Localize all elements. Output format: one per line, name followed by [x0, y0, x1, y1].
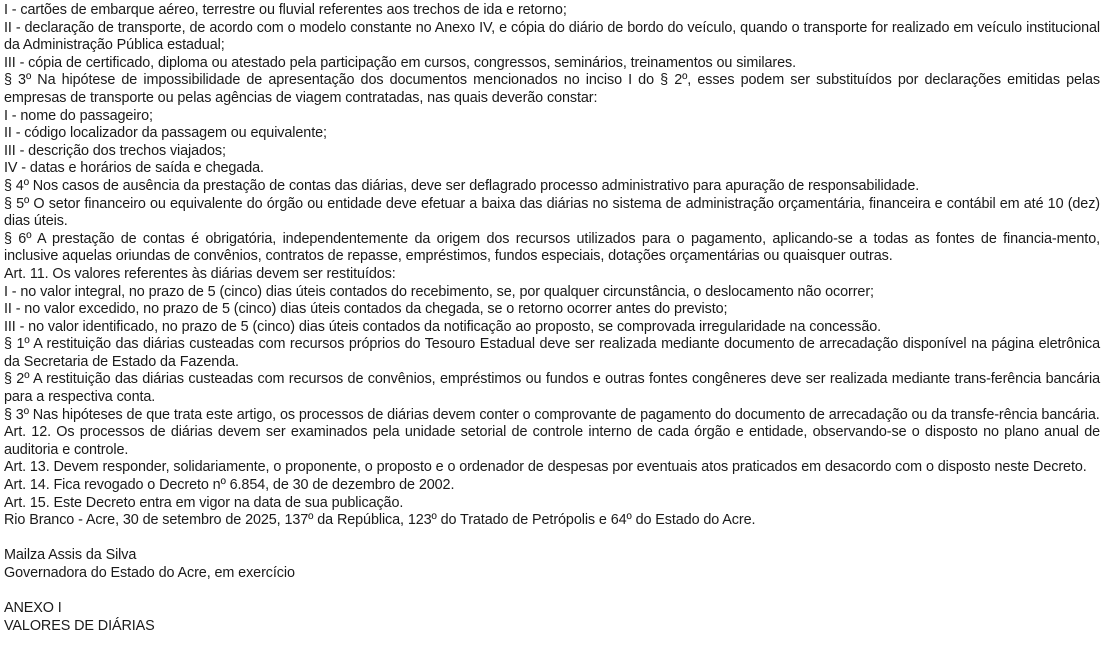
paragraph-place-date: Rio Branco - Acre, 30 de setembro de 2025, 137º da República, 123º do Tratado de Petrópolis e 64º do Estado do Acre.: [4, 512, 756, 529]
paragraph-inciso-iii-certificado: III - cópia de certificado, diploma ou atestado pela participação em cursos, congressos, seminários, treinamentos ou similares.: [4, 54, 796, 71]
paragraph-inciso-iii-trechos: III - descrição dos trechos viajados;: [4, 142, 226, 159]
paragraph-art-15: Art. 15. Este Decreto entra em vigor na data de sua publicação.: [4, 494, 404, 511]
paragraph-inciso-iv-datas: IV - datas e horários de saída e chegada.: [4, 160, 264, 177]
paragraph-par-5: § 5º O setor financeiro ou equivalente do órgão ou entidade deve efetuar a baixa das diárias no sistema de administração orçamentária, financeira e contábil em até 10 (dez) dias úteis.: [4, 195, 1100, 230]
paragraph-art-11-par-2: § 2º A restituição das diárias custeadas com recursos de convênios, empréstimos ou fundos e outras fontes congêneres deve ser realizada mediante trans-ferência bancária para a respectiva conta.: [4, 371, 1100, 406]
paragraph-art-13: Art. 13. Devem responder, solidariamente, o proponente, o proposto e o ordenador de despesas por eventuais atos praticados em desacordo com o disposto neste Decreto.: [4, 459, 1087, 476]
annex-title: VALORES DE DIÁRIAS: [4, 617, 155, 634]
paragraph-art-11-i: I - no valor integral, no prazo de 5 (cinco) dias úteis contados do recebimento, se, por qualquer circunstância, o deslocamento não ocorrer;: [4, 283, 874, 300]
paragraph-art-11-par-1: § 1º A restituição das diárias custeadas com recursos próprios do Tesouro Estadual deve ser realizada mediante documento de arrecadação disponível na página eletrônica da Secretaria de Estado da Fazenda.: [4, 336, 1100, 370]
paragraph-art-11-iii: III - no valor identificado, no prazo de 5 (cinco) dias úteis contados da notificação ao proposto, se comprovada irregularidade na concessão.: [4, 318, 882, 335]
paragraph-inciso-ii-codigo: II - código localizador da passagem ou equivalente;: [4, 125, 327, 142]
paragraph-par-4: § 4º Nos casos de ausência da prestação de contas das diárias, deve ser deflagrado processo administrativo para apuração de responsabilidade.: [4, 177, 920, 194]
paragraph-art-11-ii: II - no valor excedido, no prazo de 5 (cinco) dias úteis contados da chegada, se o retorno ocorrer antes do previsto;: [4, 301, 728, 318]
annex-label: ANEXO I: [4, 600, 62, 617]
paragraph-inciso-i-cartoes: I - cartões de embarque aéreo, terrestre ou fluvial referentes aos trechos de ida e retorno;: [4, 2, 567, 18]
paragraph-par-6: § 6º A prestação de contas é obrigatória, independentemente da origem dos recursos utilizados para o pagamento, aplicando-se a todas as fontes de financia-mento, inclusive aquelas oriundas de convênios, contratos de repasse, empréstimos, fundos especiais, dotações orçamentárias ou quaisquer outras.: [4, 230, 1100, 265]
paragraph-art-11: Art. 11. Os valores referentes às diárias devem ser restituídos:: [4, 265, 396, 282]
document-body: [4, 2, 1100, 635]
paragraph-art-11-par-3: § 3º Nas hipóteses de que trata este artigo, os processos de diárias devem conter o comprovante de pagamento do documento de arrecadação ou da transfe-rência bancária.: [4, 406, 1100, 423]
blank-line: [4, 530, 1100, 548]
paragraph-art-12: Art. 12. Os processos de diárias devem ser examinados pela unidade setorial de controle interno de cada órgão e entidade, observando-se o disposto no plano anual de auditoria e controle.: [4, 424, 1100, 458]
paragraph-par-3: § 3º Na hipótese de impossibilidade de apresentação dos documentos mencionados no inciso I do § 2º, esses podem ser substituídos por declarações emitidas pelas empresas de transporte ou pelas agências de viagem contratadas, nas quais deverão constar:: [4, 72, 1100, 106]
signature-title: Governadora do Estado do Acre, em exercício: [4, 565, 295, 581]
signature-name: Mailza Assis da Silva: [4, 547, 137, 564]
paragraph-art-14: Art. 14. Fica revogado o Decreto nº 6.854, de 30 de dezembro de 2002.: [4, 477, 455, 494]
paragraph-inciso-ii-declaracao: II - declaração de transporte, de acordo com o modelo constante no Anexo IV, e cópia do diário de bordo do veículo, quando o transporte for realizado em veículo institucional da Administração Pública estadual;: [4, 19, 1100, 54]
paragraph-inciso-i-nome: I - nome do passageiro;: [4, 107, 153, 124]
blank-line: [4, 583, 1100, 601]
